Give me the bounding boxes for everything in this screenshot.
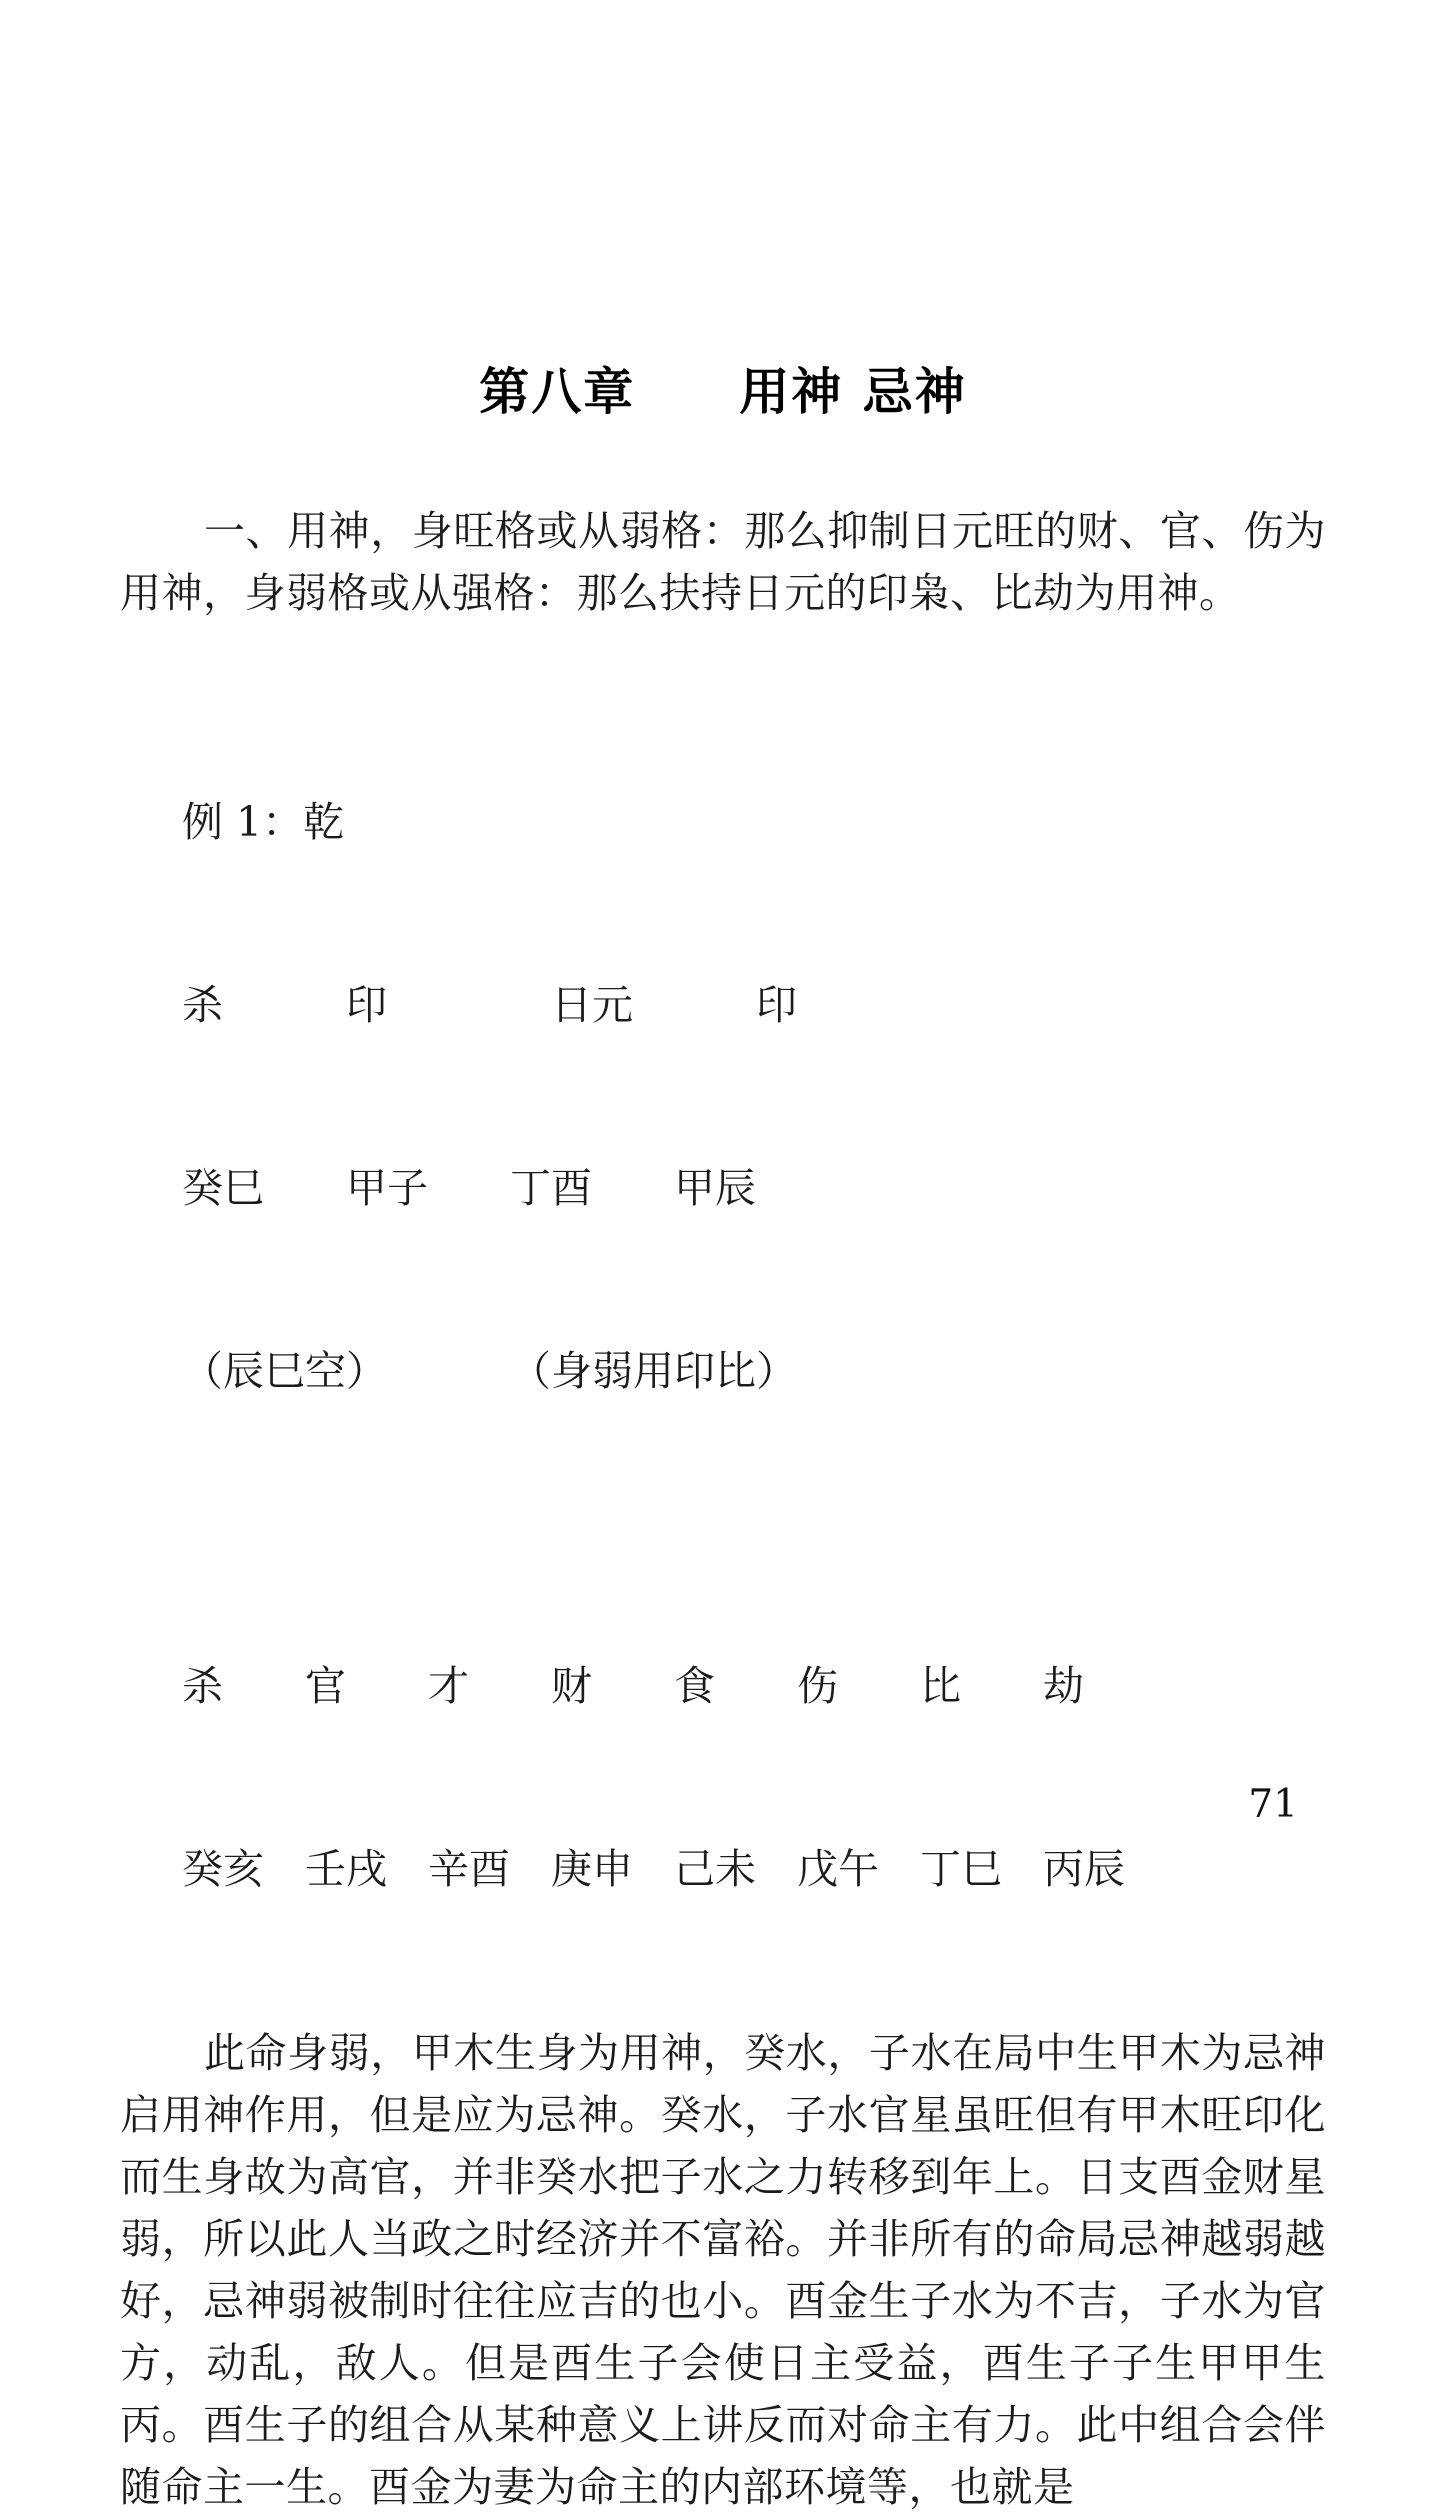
luck-pillars-row: 癸亥 壬戌 辛酉 庚申 己未 戊午 丁巳 丙辰 [182,1845,1125,1893]
pillar-labels-row: 杀 印 日元 印 [182,981,797,1029]
luck-cycle-chart [120,1534,1326,2022]
luck-labels-row: 杀 官 才 财 食 伤 比 劫 [182,1662,1084,1710]
spacer [120,1524,1326,1534]
intro-paragraph: 一、用神，身旺格或从弱格：那么抑制日元旺的财、官、伤为用神，身弱格或从强格：那么扶持日元的印枭、比劫为用神。 [120,507,1326,617]
chart-notes-row: （辰巳空） （身弱用印比） [182,1347,797,1395]
page-content [120,500,1326,2518]
page-number: 71 [1248,1782,1298,1827]
spacer [120,624,1326,670]
example-label: 例 1：乾 [182,798,345,846]
pillars-row: 癸巳 甲子 丁酉 甲辰 [182,1164,756,1212]
analysis-paragraph: 此命身弱，甲木生身为用神，癸水，子水在局中生甲木为忌神启用神作用，但是应为忌神。癸水，子水官星虽旺但有甲木旺印化而生身故为高官，并非癸水把子水之力转移到年上。日支酉金财星弱，所以此人当政之时经济并不富裕。并非所有的命局忌神越弱越好，忌神弱被制时往往应吉的也小。酉金生子水为不吉，子水为官方，动乱，敌人。但是酉生子会使日主受益，酉生子子生甲甲生丙。酉生子的组合从某种意义上讲反而对命主有力。此中组合会伴随命主一生。酉金为妻为命主的内部环境等，也就是 [120,2029,1326,2511]
chapter-title: 第八章 用神 忌神 [479,362,967,421]
example-chart [120,670,1326,1524]
